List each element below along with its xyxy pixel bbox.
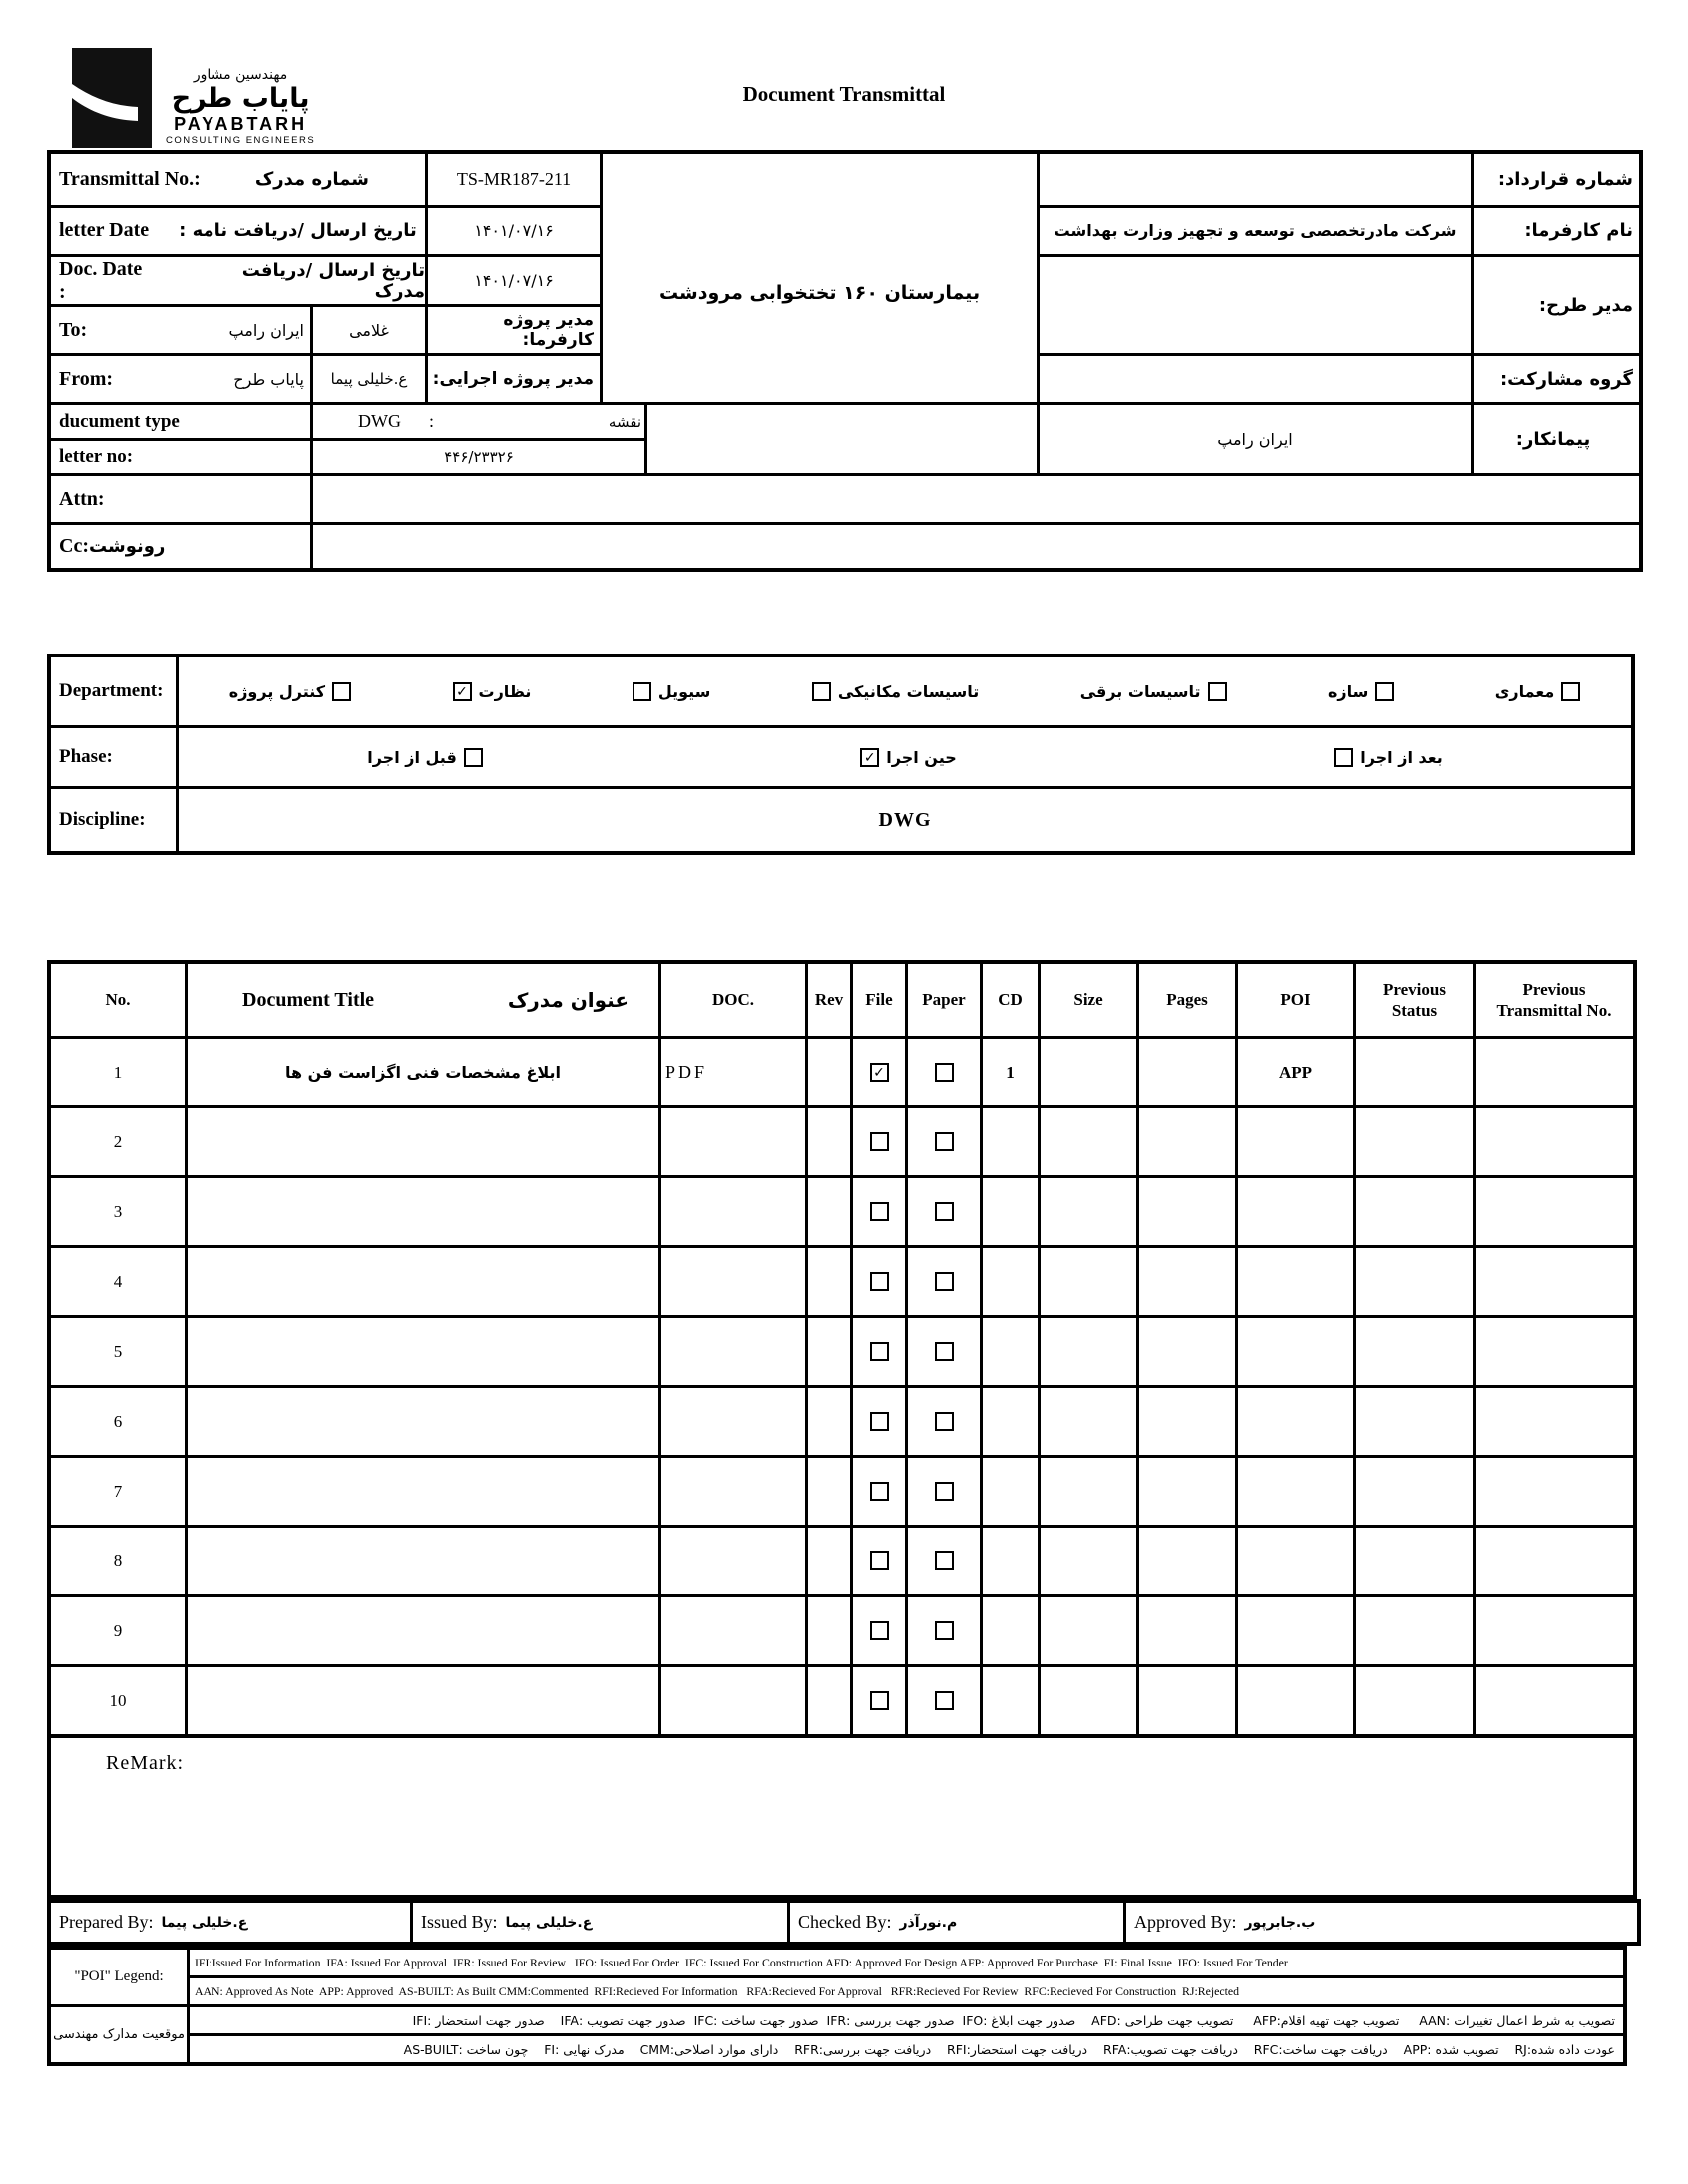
row-poi: APP bbox=[1238, 1039, 1353, 1105]
row-no: 9 bbox=[51, 1597, 185, 1664]
row-cd bbox=[983, 1388, 1038, 1455]
checkbox[interactable] bbox=[860, 748, 879, 767]
row-pages bbox=[1139, 1178, 1235, 1245]
prepared-by: Prepared By: ع.خلیلی پیما bbox=[51, 1903, 410, 1942]
checkbox-option bbox=[1334, 748, 1443, 767]
checkbox-label: قبل از اجرا bbox=[367, 747, 457, 767]
row-doc-type bbox=[661, 1458, 805, 1525]
client-name-label: نام کارفرما: bbox=[1474, 208, 1639, 254]
doc-type-fa: نقشه bbox=[608, 412, 641, 431]
file-checkbox[interactable] bbox=[870, 1412, 889, 1431]
issued-by: Issued By: ع.خلیلی پیما bbox=[413, 1903, 787, 1942]
document-table bbox=[47, 960, 1637, 1738]
row-pages bbox=[1139, 1667, 1235, 1734]
row-paper-cell bbox=[908, 1039, 980, 1105]
row-no: 5 bbox=[51, 1318, 185, 1385]
transmittal-no-label: Transmittal No.: شماره مدرک bbox=[51, 154, 425, 205]
row-size bbox=[1041, 1388, 1136, 1455]
row-prev-transmittal bbox=[1476, 1248, 1633, 1315]
checkbox-label: تاسیسات مکانیکی bbox=[837, 681, 980, 701]
row-cd bbox=[983, 1178, 1038, 1245]
row-title: ابلاغ مشخصات فنی اگزاست فن ها bbox=[188, 1039, 658, 1105]
poi-legend-fa-line1: تصویب به شرط اعمال تغییرات :AAN تصویب جهت تهیه اقلام:AFP تصویب جهت طراحی :AFD صدور جهت ابلاغ :IFO صدور جهت بررسی :IFR صدور جهت ساخت :IFC صدور جهت تصویب :IFA صدور جهت استحضار :IFI bbox=[190, 2007, 1623, 2033]
row-prev-status bbox=[1356, 1039, 1473, 1105]
row-size bbox=[1041, 1178, 1136, 1245]
row-prev-transmittal bbox=[1476, 1388, 1633, 1455]
phase-label: Phase: bbox=[51, 728, 176, 786]
row-doc-type bbox=[661, 1528, 805, 1594]
file-checkbox[interactable] bbox=[870, 1482, 889, 1501]
row-prev-status bbox=[1356, 1248, 1473, 1315]
col-header-doc: DOC. bbox=[661, 964, 805, 1036]
from-value: پایاب طرح bbox=[233, 369, 304, 389]
row-cd bbox=[983, 1458, 1038, 1525]
contract-no-value bbox=[1040, 154, 1471, 205]
row-poi bbox=[1238, 1528, 1353, 1594]
poi-legend-en-line2: AAN: Approved As Note APP: Approved AS-BUILT: As Built CMM:Commented RFI:Recieved For Information RFA:Recieved For Approval RFR:Recieved For Review RFC:Recieved For Construction RJ:Rejected bbox=[190, 1978, 1623, 2004]
row-file-cell bbox=[853, 1108, 905, 1175]
exec-pm-label: مدیر پروژه اجرایی: bbox=[428, 356, 600, 402]
checked-by: Checked By: م.نورآذر bbox=[790, 1903, 1123, 1942]
row-poi bbox=[1238, 1178, 1353, 1245]
signature-row bbox=[47, 1899, 1641, 1946]
project-name: بیمارستان ۱۶۰ تختخوابی مرودشت bbox=[603, 154, 1037, 402]
row-rev bbox=[808, 1388, 850, 1455]
file-checkbox[interactable] bbox=[870, 1342, 889, 1361]
row-prev-transmittal bbox=[1476, 1528, 1633, 1594]
row-poi bbox=[1238, 1597, 1353, 1664]
row-title bbox=[188, 1528, 658, 1594]
file-checkbox[interactable] bbox=[870, 1691, 889, 1710]
row-paper-cell bbox=[908, 1458, 980, 1525]
paper-checkbox[interactable] bbox=[935, 1202, 954, 1221]
checkbox[interactable] bbox=[1208, 682, 1227, 701]
row-pages bbox=[1139, 1458, 1235, 1525]
row-doc-type bbox=[661, 1597, 805, 1664]
row-no: 3 bbox=[51, 1178, 185, 1245]
file-checkbox[interactable] bbox=[870, 1621, 889, 1640]
row-size bbox=[1041, 1667, 1136, 1734]
checkbox-option bbox=[633, 682, 711, 701]
row-prev-status bbox=[1356, 1388, 1473, 1455]
row-prev-transmittal bbox=[1476, 1039, 1633, 1105]
page-title: Document Transmittal bbox=[742, 82, 946, 106]
row-no: 4 bbox=[51, 1248, 185, 1315]
department-options bbox=[179, 657, 1631, 725]
file-checkbox[interactable] bbox=[870, 1202, 889, 1221]
paper-checkbox[interactable] bbox=[935, 1691, 954, 1710]
checkbox-option bbox=[812, 682, 979, 701]
row-prev-status bbox=[1356, 1528, 1473, 1594]
row-no: 1 bbox=[51, 1039, 185, 1105]
checkbox-label: سازه bbox=[1327, 681, 1369, 701]
row-pages bbox=[1139, 1248, 1235, 1315]
doc-type-spacer bbox=[647, 405, 1037, 473]
paper-checkbox[interactable] bbox=[935, 1551, 954, 1570]
doc-date-label: Doc. Date : تاریخ ارسال /دریافت مدرک bbox=[51, 257, 425, 304]
row-file-cell bbox=[853, 1458, 905, 1525]
checkbox-label: سیویل bbox=[657, 681, 711, 701]
row-cd bbox=[983, 1528, 1038, 1594]
checkbox[interactable] bbox=[332, 682, 351, 701]
row-poi bbox=[1238, 1108, 1353, 1175]
col-header-file: File bbox=[853, 964, 905, 1036]
from-row: From: پایاب طرح bbox=[51, 356, 310, 402]
checkbox-option bbox=[229, 682, 351, 701]
design-manager-label: مدیر طرح: bbox=[1474, 257, 1639, 353]
row-pages bbox=[1139, 1597, 1235, 1664]
transmittal-no-value: TS-MR187-211 bbox=[428, 154, 600, 205]
row-cd bbox=[983, 1667, 1038, 1734]
row-file-cell bbox=[853, 1528, 905, 1594]
row-file-cell bbox=[853, 1318, 905, 1385]
paper-checkbox[interactable] bbox=[935, 1063, 954, 1082]
row-title bbox=[188, 1318, 658, 1385]
row-poi bbox=[1238, 1318, 1353, 1385]
checkbox-option bbox=[367, 748, 483, 767]
paper-checkbox[interactable] bbox=[935, 1272, 954, 1291]
checkbox-option bbox=[1080, 682, 1227, 701]
col-header-no: No. bbox=[51, 964, 185, 1036]
row-size bbox=[1041, 1108, 1136, 1175]
row-doc-type: PDF bbox=[661, 1039, 805, 1105]
row-rev bbox=[808, 1108, 850, 1175]
row-size bbox=[1041, 1318, 1136, 1385]
row-file-cell bbox=[853, 1597, 905, 1664]
row-rev bbox=[808, 1667, 850, 1734]
col-header-size: Size bbox=[1041, 964, 1136, 1036]
remark-area bbox=[47, 1738, 1637, 1899]
checkbox-label: بعد از اجرا bbox=[1360, 747, 1443, 767]
row-size bbox=[1041, 1458, 1136, 1525]
row-rev bbox=[808, 1178, 850, 1245]
row-prev-status bbox=[1356, 1318, 1473, 1385]
attn-label: Attn: bbox=[51, 476, 310, 522]
row-paper-cell bbox=[908, 1597, 980, 1664]
row-pages bbox=[1139, 1039, 1235, 1105]
row-paper-cell bbox=[908, 1318, 980, 1385]
col-header-paper: Paper bbox=[908, 964, 980, 1036]
row-file-cell bbox=[853, 1388, 905, 1455]
row-pages bbox=[1139, 1528, 1235, 1594]
row-title bbox=[188, 1667, 658, 1734]
to-value: ایران رامپ bbox=[228, 320, 304, 340]
row-pages bbox=[1139, 1388, 1235, 1455]
col-header-title: Document Title عنوان مدرک bbox=[188, 964, 658, 1036]
row-paper-cell bbox=[908, 1178, 980, 1245]
row-prev-transmittal bbox=[1476, 1108, 1633, 1175]
remark-label: ReMark: bbox=[106, 1752, 185, 1774]
row-no: 2 bbox=[51, 1108, 185, 1175]
checkbox-label: معماری bbox=[1494, 681, 1555, 701]
logo-fa-name: پایاب طرح bbox=[171, 83, 310, 114]
discipline-label: Discipline: bbox=[51, 789, 176, 851]
contract-no-label: شماره قرارداد: bbox=[1474, 154, 1639, 205]
col-header-poi: POI bbox=[1238, 964, 1353, 1036]
row-size bbox=[1041, 1039, 1136, 1105]
row-no: 6 bbox=[51, 1388, 185, 1455]
file-checkbox[interactable] bbox=[870, 1272, 889, 1291]
checkbox[interactable] bbox=[812, 682, 831, 701]
logo-en-sub: CONSULTING ENGINEERS bbox=[166, 135, 316, 146]
row-pages bbox=[1139, 1108, 1235, 1175]
row-title bbox=[188, 1597, 658, 1664]
partnership-value bbox=[1040, 356, 1471, 402]
letter-date-value: ۱۴۰۱/۰۷/۱۶ bbox=[428, 208, 600, 254]
row-rev bbox=[808, 1318, 850, 1385]
to-person: غلامی bbox=[313, 307, 425, 353]
file-checkbox[interactable] bbox=[870, 1551, 889, 1570]
department-label: Department: bbox=[51, 657, 176, 725]
row-rev bbox=[808, 1248, 850, 1315]
row-doc-type bbox=[661, 1178, 805, 1245]
contractor-value: ایران رامپ bbox=[1040, 405, 1471, 473]
letter-no-label: letter no: bbox=[51, 441, 310, 473]
contractor-label: پیمانکار: bbox=[1474, 405, 1639, 473]
poi-legend-label: "POI" Legend: bbox=[51, 1950, 187, 2004]
paper-checkbox[interactable] bbox=[935, 1342, 954, 1361]
phase-options bbox=[179, 728, 1631, 786]
row-file-cell bbox=[853, 1248, 905, 1315]
row-no: 7 bbox=[51, 1458, 185, 1525]
checkbox[interactable] bbox=[1375, 682, 1394, 701]
file-checkbox[interactable] bbox=[870, 1132, 889, 1151]
letter-no-value: ۴۴۶/۲۳۳۲۶ bbox=[313, 441, 644, 473]
row-prev-status bbox=[1356, 1458, 1473, 1525]
doc-status-label: موقعیت مدارک مهندسی bbox=[51, 2007, 187, 2062]
col-header-rev: Rev bbox=[808, 964, 850, 1036]
client-pm-label: مدیر پروژه کارفرما: bbox=[428, 307, 600, 353]
row-size bbox=[1041, 1528, 1136, 1594]
cc-value bbox=[313, 525, 1639, 568]
row-pages bbox=[1139, 1318, 1235, 1385]
row-prev-transmittal bbox=[1476, 1667, 1633, 1734]
paper-checkbox[interactable] bbox=[935, 1482, 954, 1501]
checkbox-option bbox=[860, 748, 956, 767]
row-rev bbox=[808, 1528, 850, 1594]
row-no: 8 bbox=[51, 1528, 185, 1594]
paper-checkbox[interactable] bbox=[935, 1621, 954, 1640]
logo-fa-tagline: مهندسین مشاور bbox=[193, 67, 288, 83]
row-size bbox=[1041, 1597, 1136, 1664]
logo-en-name: PAYABTARH bbox=[174, 114, 308, 134]
design-manager-value bbox=[1040, 257, 1471, 353]
row-file-cell bbox=[853, 1178, 905, 1245]
paper-checkbox[interactable] bbox=[935, 1132, 954, 1151]
poi-legend bbox=[47, 1946, 1627, 2066]
row-title bbox=[188, 1458, 658, 1525]
row-prev-transmittal bbox=[1476, 1458, 1633, 1525]
doc-date-value: ۱۴۰۱/۰۷/۱۶ bbox=[428, 257, 600, 304]
attn-value bbox=[313, 476, 1639, 522]
checkbox-label: تاسیسات برقی bbox=[1079, 681, 1201, 701]
row-title bbox=[188, 1388, 658, 1455]
row-prev-status bbox=[1356, 1108, 1473, 1175]
col-header-prev-status: Previous Status bbox=[1356, 964, 1473, 1036]
row-title bbox=[188, 1248, 658, 1315]
client-name-value: شرکت مادرتخصصی توسعه و تجهیز وزارت بهداشت bbox=[1040, 208, 1471, 254]
row-title bbox=[188, 1108, 658, 1175]
row-file-cell bbox=[853, 1039, 905, 1105]
row-no: 10 bbox=[51, 1667, 185, 1734]
checkbox[interactable] bbox=[1334, 748, 1353, 767]
row-size bbox=[1041, 1248, 1136, 1315]
paper-checkbox[interactable] bbox=[935, 1412, 954, 1431]
row-prev-status bbox=[1356, 1597, 1473, 1664]
row-prev-transmittal bbox=[1476, 1597, 1633, 1664]
row-paper-cell bbox=[908, 1667, 980, 1734]
approved-by: Approved By: ب.جابرپور bbox=[1126, 1903, 1637, 1942]
row-paper-cell bbox=[908, 1248, 980, 1315]
row-doc-type bbox=[661, 1388, 805, 1455]
poi-legend-fa-line2: عودت داده شده:RJ تصویب شده :APP دریافت جهت ساخت:RFC دریافت جهت تصویب:RFA دریافت جهت استحضار:RFI دریافت جهت بررسی:RFR دارای موارد اصلاحی:CMM مدرک نهایی :FI چون ساخت :AS-BUILT bbox=[190, 2036, 1623, 2062]
poi-legend-en-line1: IFI:Issued For Information IFA: Issued For Approval IFR: Issued For Review IFO: Issued For Order IFC: Issued For Construction AFD: Approved For Design AFP: Approved For Purchase FI: Final Issue IFO: Issued For Tender bbox=[190, 1950, 1623, 1975]
row-prev-status bbox=[1356, 1178, 1473, 1245]
row-rev bbox=[808, 1597, 850, 1664]
checkbox[interactable] bbox=[453, 682, 472, 701]
row-doc-type bbox=[661, 1248, 805, 1315]
row-rev bbox=[808, 1039, 850, 1105]
row-doc-type bbox=[661, 1318, 805, 1385]
doc-type-value-cell: DWG : نقشه bbox=[313, 405, 644, 438]
col-header-cd: CD bbox=[983, 964, 1038, 1036]
partnership-label: گروه مشارکت: bbox=[1474, 356, 1639, 402]
row-paper-cell bbox=[908, 1108, 980, 1175]
row-doc-type bbox=[661, 1667, 805, 1734]
row-poi bbox=[1238, 1458, 1353, 1525]
col-header-prev-transmittal: Previous Transmittal No. bbox=[1476, 964, 1633, 1036]
discipline-value: DWG bbox=[179, 789, 1631, 851]
checkbox-option bbox=[453, 682, 532, 701]
checkbox-option bbox=[1328, 682, 1394, 701]
row-poi bbox=[1238, 1667, 1353, 1734]
row-rev bbox=[808, 1458, 850, 1525]
info-table bbox=[47, 150, 1643, 572]
checkbox[interactable] bbox=[633, 682, 651, 701]
row-prev-status bbox=[1356, 1667, 1473, 1734]
checkbox[interactable] bbox=[1561, 682, 1580, 701]
cc-label: Cc: رونوشت bbox=[51, 525, 310, 568]
row-poi bbox=[1238, 1248, 1353, 1315]
row-doc-type bbox=[661, 1108, 805, 1175]
row-file-cell bbox=[853, 1667, 905, 1734]
row-title bbox=[188, 1178, 658, 1245]
file-checkbox[interactable] bbox=[870, 1063, 889, 1082]
row-prev-transmittal bbox=[1476, 1318, 1633, 1385]
col-header-pages: Pages bbox=[1139, 964, 1235, 1036]
row-cd bbox=[983, 1108, 1038, 1175]
checkbox-label: نظارت bbox=[478, 681, 532, 701]
classification-table bbox=[47, 654, 1635, 855]
row-cd bbox=[983, 1318, 1038, 1385]
row-poi bbox=[1238, 1388, 1353, 1455]
checkbox-label: کنترل پروژه bbox=[228, 681, 326, 701]
doc-type-label: ducument type bbox=[51, 405, 310, 438]
row-cd: 1 bbox=[983, 1039, 1038, 1105]
to-row: To: ایران رامپ bbox=[51, 307, 310, 353]
row-cd bbox=[983, 1248, 1038, 1315]
checkbox-label: حین اجرا bbox=[886, 747, 957, 767]
row-cd bbox=[983, 1597, 1038, 1664]
row-paper-cell bbox=[908, 1388, 980, 1455]
letter-date-label: letter Date تاریخ ارسال /دریافت نامه : bbox=[51, 208, 425, 254]
from-person: ع.خلیلی پیما bbox=[313, 356, 425, 402]
row-prev-transmittal bbox=[1476, 1178, 1633, 1245]
row-paper-cell bbox=[908, 1528, 980, 1594]
checkbox-option bbox=[1495, 682, 1581, 701]
checkbox[interactable] bbox=[464, 748, 483, 767]
